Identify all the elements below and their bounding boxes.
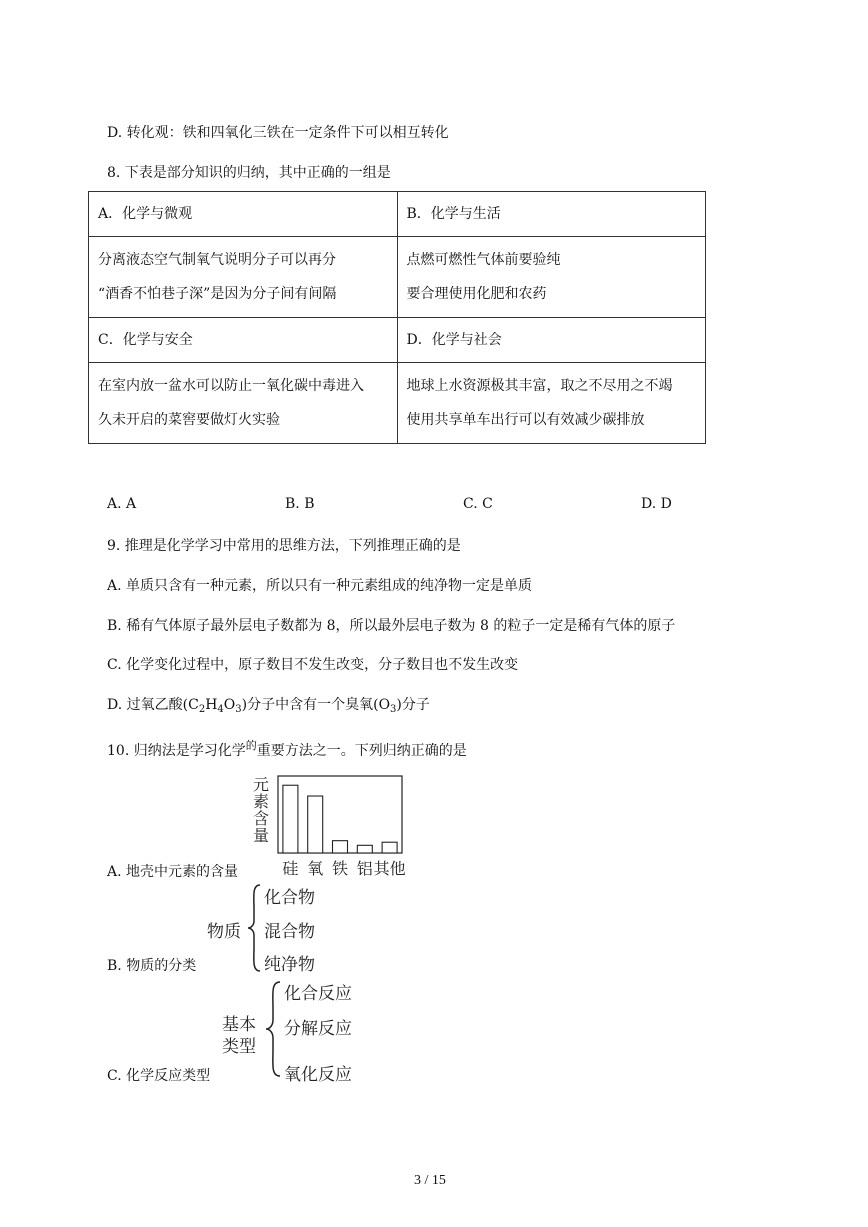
cell-d-head: D．化学与社会 bbox=[397, 318, 706, 363]
x-tick-label-2: 铁 bbox=[331, 859, 349, 878]
q10-stem bbox=[107, 741, 467, 762]
q9-d-text2: H bbox=[205, 697, 218, 713]
reaction-brace-icon bbox=[264, 980, 282, 1078]
reaction-item-1: 化合反应 bbox=[284, 984, 352, 1004]
reaction-item-2: 分解反应 bbox=[284, 1019, 352, 1039]
q9-option-b: B. 稀有气体原子最外层电子数都为 8，所以最外层电子数为 8 的粒子一定是稀有气体的原子 bbox=[107, 618, 676, 634]
y-axis-label-char-2: 含 bbox=[252, 809, 270, 828]
reaction-item-3: 氧化反应 bbox=[284, 1065, 352, 1085]
x-tick-label-4: 其他 bbox=[373, 859, 406, 878]
q9-d-sub4: 3 bbox=[390, 704, 397, 715]
q10-option-a[interactable]: A. 地壳中元素的含量 bbox=[107, 864, 239, 880]
cell-b-line2: 要合理使用化肥和农药 bbox=[406, 286, 547, 302]
y-axis-label-char-1: 素 bbox=[252, 792, 270, 811]
knowledge-table bbox=[88, 191, 706, 444]
cell-c-body bbox=[89, 363, 398, 444]
q10-option-b[interactable]: B. 物质的分类 bbox=[107, 958, 197, 974]
q9-option-a: A. 单质只含有一种元素，所以只有一种元素组成的纯净物一定是单质 bbox=[107, 578, 533, 594]
classification-item-2: 混合物 bbox=[264, 922, 315, 942]
cell-b-body bbox=[397, 237, 706, 318]
q8-stem: 8. 下表是部分知识的归纳，其中正确的一组是 bbox=[107, 165, 391, 181]
bar-1 bbox=[308, 796, 323, 853]
bar-3 bbox=[357, 845, 372, 853]
y-axis-label-char-3: 量 bbox=[252, 826, 270, 845]
q9-d-sub1: 2 bbox=[198, 704, 206, 715]
cell-c-line2: 久未开启的菜窖要做灯火实验 bbox=[98, 412, 280, 428]
q8-option-c[interactable]: C. C bbox=[463, 496, 493, 512]
q9-d-text3: O bbox=[223, 697, 236, 713]
q9-d-text1: D. 过氧乙酸(C bbox=[107, 697, 199, 713]
q10-stem-part2: 重要方法之一。下列归纳正确的是 bbox=[256, 743, 467, 759]
q8-option-b[interactable]: B. B bbox=[285, 496, 315, 512]
q10-stem-de: 的 bbox=[245, 739, 257, 752]
bar-4 bbox=[382, 842, 397, 853]
cell-d-body bbox=[397, 363, 706, 444]
y-axis-label-char-0: 元 bbox=[252, 775, 270, 794]
cell-b-line1: 点燃可燃性气体前要验纯 bbox=[406, 252, 561, 268]
q9-d-text5: )分子 bbox=[396, 697, 430, 713]
cell-a-body bbox=[89, 237, 398, 318]
classification-brace-icon bbox=[246, 883, 262, 973]
q9-option-d bbox=[107, 695, 430, 715]
q8-option-a[interactable]: A. A bbox=[107, 496, 137, 512]
page-number: 3 / 15 bbox=[414, 1173, 446, 1188]
q9-option-c: C. 化学变化过程中，原子数目不发生改变，分子数目也不发生改变 bbox=[107, 657, 519, 673]
cell-c-line1: 在室内放一盆水可以防止一氧化碳中毒进入 bbox=[98, 378, 364, 394]
cell-a-head: A．化学与微观 bbox=[89, 192, 398, 237]
cell-a-line1: 分离液态空气制氧气说明分子可以再分 bbox=[98, 252, 336, 268]
cell-b-head: B．化学与生活 bbox=[397, 192, 706, 237]
x-tick-label-0: 硅 bbox=[282, 859, 299, 878]
q9-stem: 9. 推理是化学学习中常用的思维方法，下列推理正确的是 bbox=[107, 538, 461, 554]
q10-stem-part1: 10. 归纳法是学习化学 bbox=[107, 743, 246, 759]
classification-root: 物质 bbox=[207, 922, 241, 942]
q9-d-text4: )分子中含有一个臭氧(O bbox=[241, 697, 391, 713]
classification-item-3: 纯净物 bbox=[264, 955, 315, 975]
q9-d-sub3: 3 bbox=[235, 704, 242, 715]
reaction-root-line2: 类型 bbox=[222, 1037, 256, 1057]
cell-d-line1: 地球上水资源极其丰富，取之不尽用之不竭 bbox=[406, 378, 673, 394]
bar-0 bbox=[283, 785, 298, 853]
cell-d-line2: 使用共享单车出行可以有效减少碳排放 bbox=[406, 412, 645, 428]
q9-d-sub2: 4 bbox=[217, 704, 224, 715]
cell-a-line2: “酒香不怕巷子深”是因为分子间有间隔 bbox=[98, 286, 337, 302]
cell-c-head: C．化学与安全 bbox=[89, 318, 398, 363]
crust-element-chart bbox=[245, 768, 420, 882]
classification-item-1: 化合物 bbox=[264, 888, 315, 908]
x-tick-label-3: 铝 bbox=[356, 859, 373, 878]
bar-2 bbox=[333, 841, 348, 853]
reaction-root-line1: 基本 bbox=[222, 1015, 256, 1035]
q8-option-d[interactable]: D. D bbox=[641, 496, 672, 512]
q7-option-d: D. 转化观：铁和四氧化三铁在一定条件下可以相互转化 bbox=[107, 125, 449, 141]
x-tick-label-1: 氧 bbox=[307, 859, 324, 878]
q10-option-c[interactable]: C. 化学反应类型 bbox=[107, 1068, 211, 1084]
